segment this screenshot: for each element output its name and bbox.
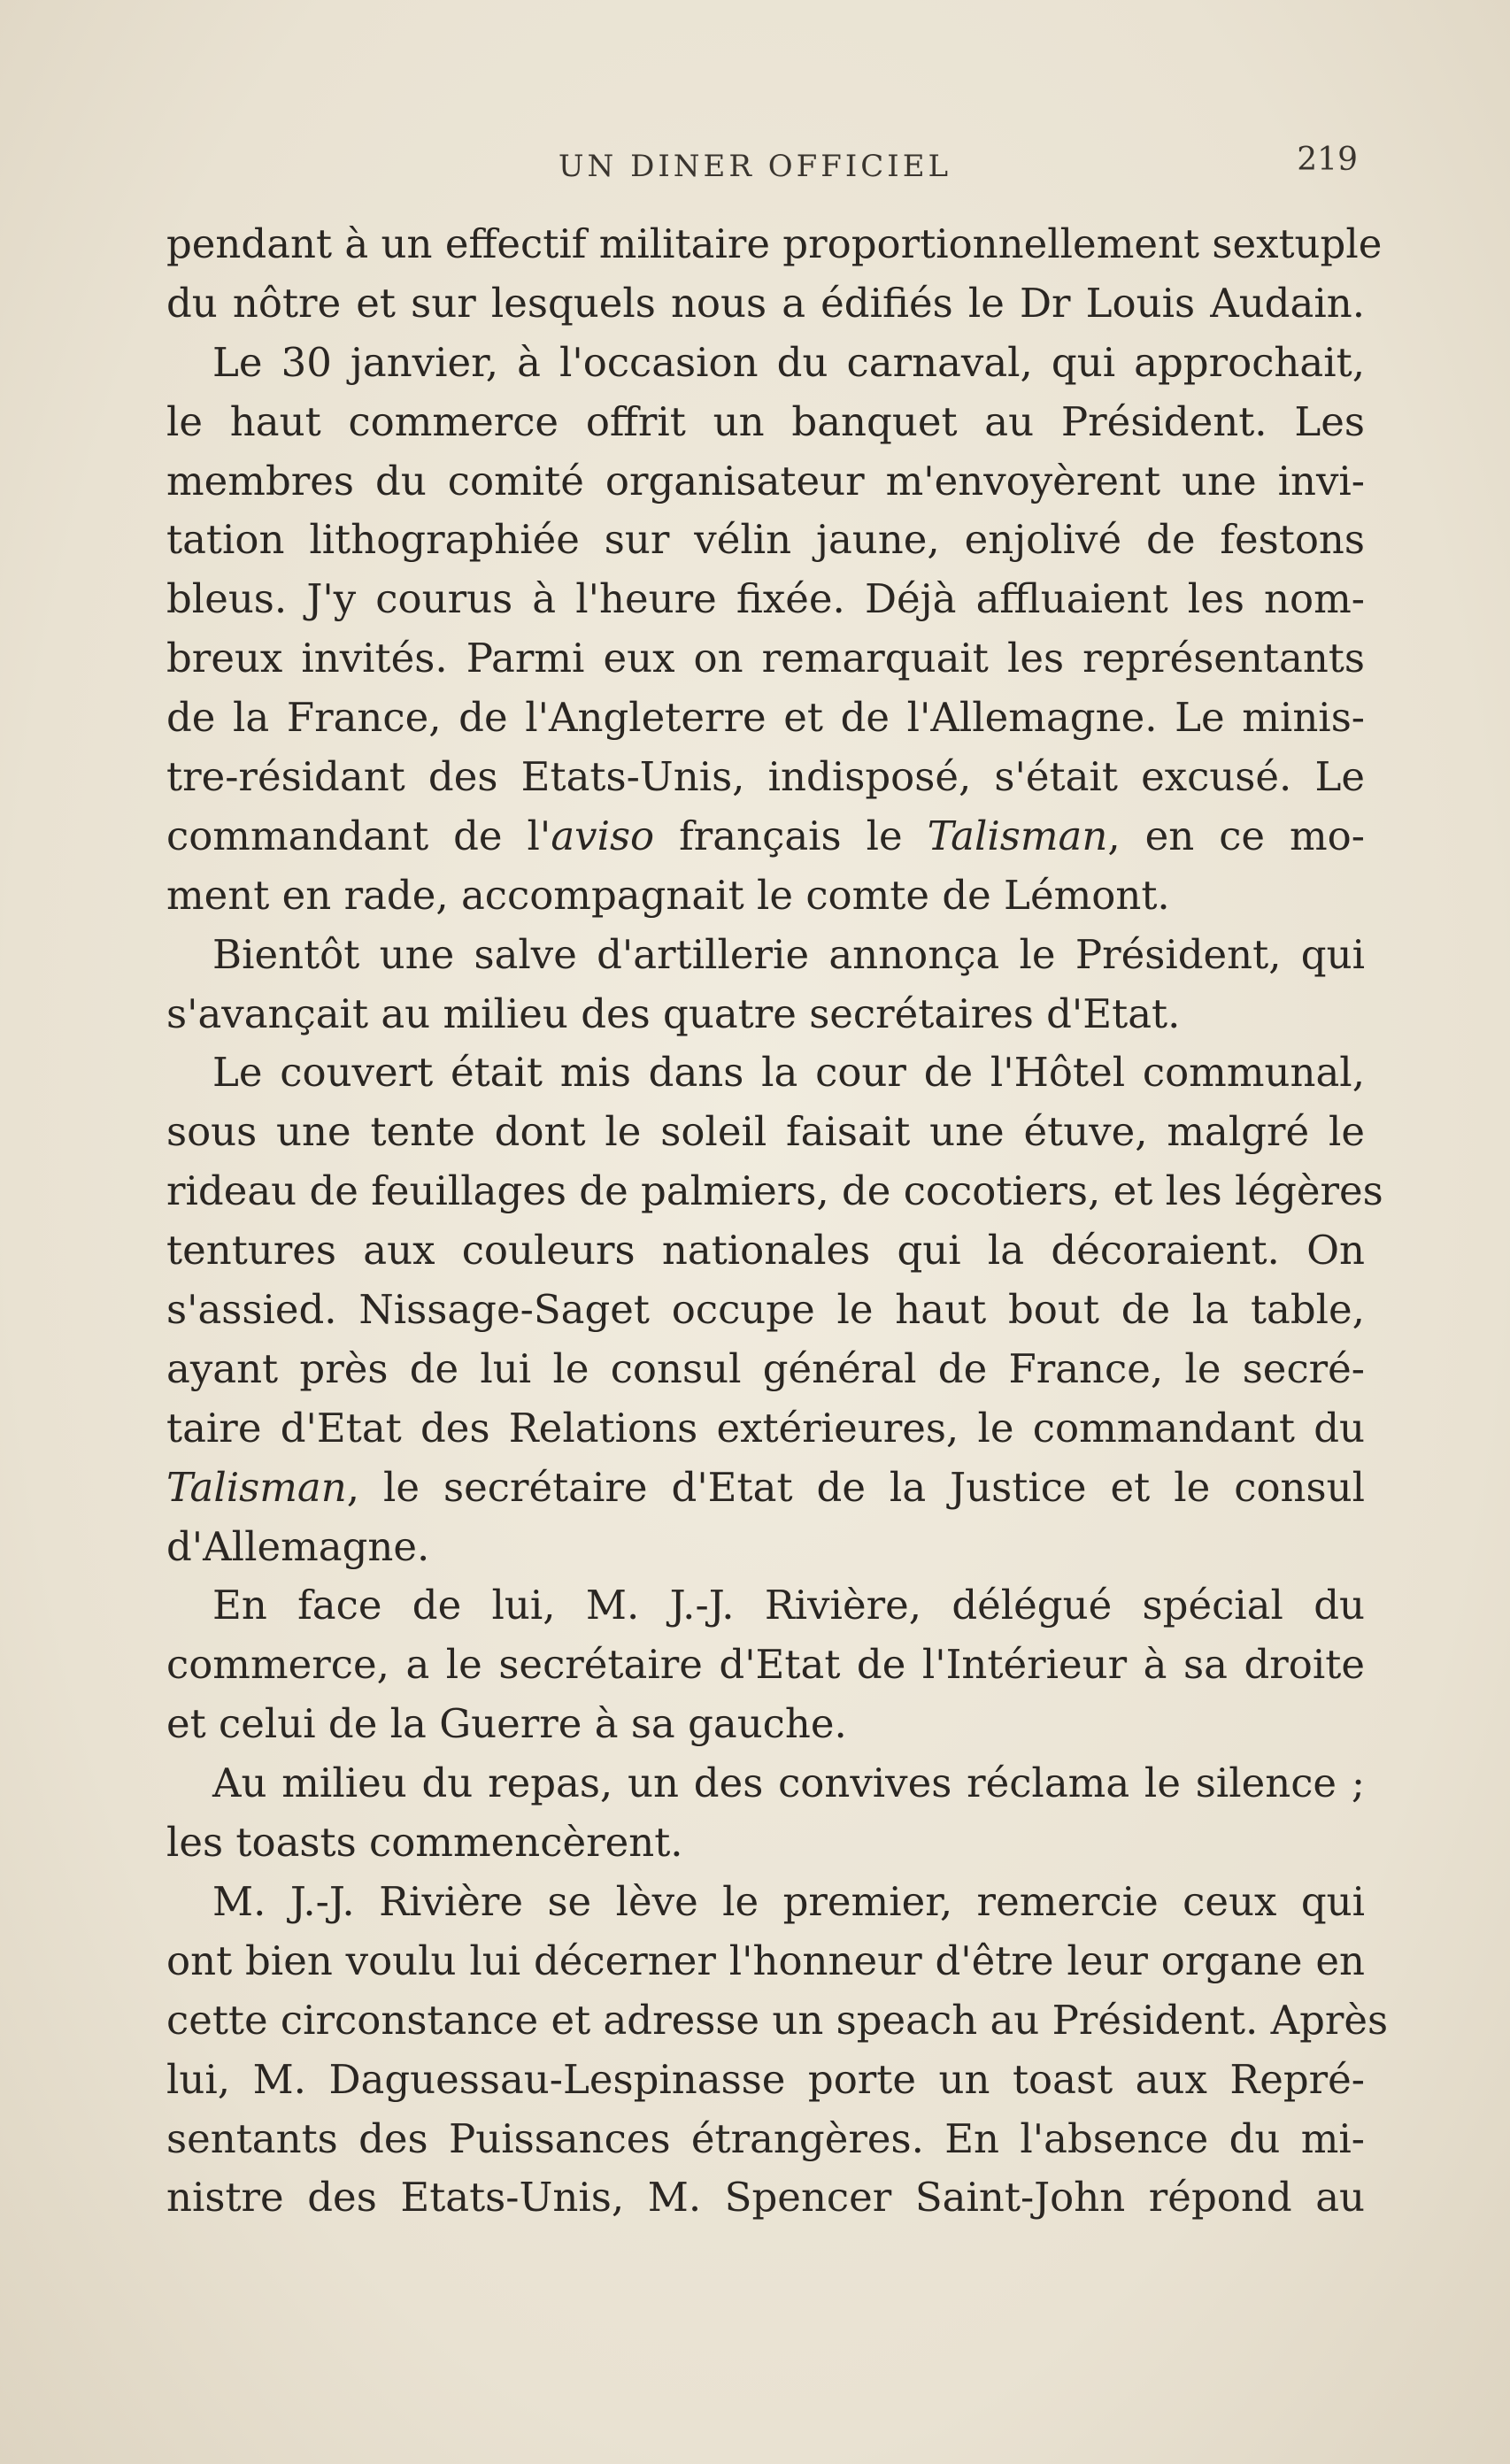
paragraph-start-line: Le 30 janvier, à l'occasion du carnaval, qui approchait, (212, 338, 1365, 386)
text-line: membres du comité organisateur m'envoyèrent une invi- (166, 457, 1365, 504)
italic-term: Talisman (927, 812, 1108, 859)
text-line: sentants des Puissances étrangères. En l'absence du mi- (166, 2114, 1365, 2162)
body-text (166, 215, 1389, 2228)
text-line: breux invités. Parmi eux on remarquait les représentants (166, 635, 1365, 682)
page-header (0, 142, 1510, 195)
paragraph-start-line: Le couvert était mis dans la cour de l'Hôtel communal, (212, 1049, 1365, 1097)
text-line: les toasts commencèrent. (166, 1819, 683, 1867)
page-number: 219 (1297, 142, 1358, 178)
italic-term: aviso (551, 812, 655, 859)
paragraph-start-line: M. J.-J. Rivière se lève le premier, remercie ceux qui (212, 1877, 1365, 1925)
text-line: pendant à un effectif militaire proportionnellement sextuple (166, 220, 1383, 267)
running-title: UN DINER OFFICIEL (558, 149, 952, 184)
text-line: d'Allemagne. (166, 1522, 430, 1570)
text-line: ment en rade, accompagnait le comte de Lémont. (166, 871, 1170, 919)
text-line: bleus. J'y courus à l'heure fixée. Déjà affluaient les nom- (166, 575, 1365, 623)
text-line: s'assied. Nissage-Saget occupe le haut bout de la table, (166, 1286, 1365, 1334)
paragraph-start-line: Bientôt une salve d'artillerie annonça le Président, qui (212, 930, 1365, 978)
text-line: ont bien voulu lui décerner l'honneur d'être leur organe en (166, 1937, 1365, 1984)
text-line: ayant près de lui le consul général de France, le secré- (166, 1344, 1365, 1392)
text-line-with-italic: commandant de l'aviso français le Talisman, en ce mo- (166, 812, 1365, 859)
paragraph-start-line: En face de lui, M. J.-J. Rivière, délégué spécial du (212, 1582, 1365, 1629)
italic-term: Talisman (166, 1463, 347, 1511)
text-line: le haut commerce offrit un banquet au Président. Les (166, 397, 1365, 445)
text-line: commerce, a le secrétaire d'Etat de l'Intérieur à sa droite (166, 1641, 1365, 1689)
text-line: et celui de la Guerre à sa gauche. (166, 1700, 847, 1748)
text-line: lui, M. Daguessau-Lespinasse porte un toast aux Repré- (166, 2055, 1365, 2103)
text-line: tentures aux couleurs nationales qui la décoraient. On (166, 1227, 1365, 1274)
text-line: du nôtre et sur lesquels nous a édifiés le Dr Louis Audain. (166, 279, 1365, 327)
text-line: cette circonstance et adresse un speach au Président. Après (166, 1996, 1389, 2044)
text-line: tation lithographiée sur vélin jaune, enjolivé de festons (166, 516, 1365, 564)
text-line: sous une tente dont le soleil faisait une étuve, malgré le (166, 1108, 1365, 1156)
text-line: taire d'Etat des Relations extérieures, le commandant du (166, 1404, 1365, 1451)
text-line-with-italic: Talisman, le secrétaire d'Etat de la Justice et le consul (166, 1463, 1365, 1511)
text-line: nistre des Etats-Unis, M. Spencer Saint-John répond au (166, 2174, 1365, 2221)
text-line: s'avançait au milieu des quatre secrétaires d'Etat. (166, 989, 1181, 1037)
text-line: de la France, de l'Angleterre et de l'Allemagne. Le minis- (166, 694, 1365, 742)
paragraph-start-line: Au milieu du repas, un des convives réclama le silence ; (212, 1759, 1365, 1807)
text-line: tre-résidant des Etats-Unis, indisposé, s'était excusé. Le (166, 753, 1365, 801)
text-line: rideau de feuillages de palmiers, de cocotiers, et les légères (166, 1167, 1383, 1215)
